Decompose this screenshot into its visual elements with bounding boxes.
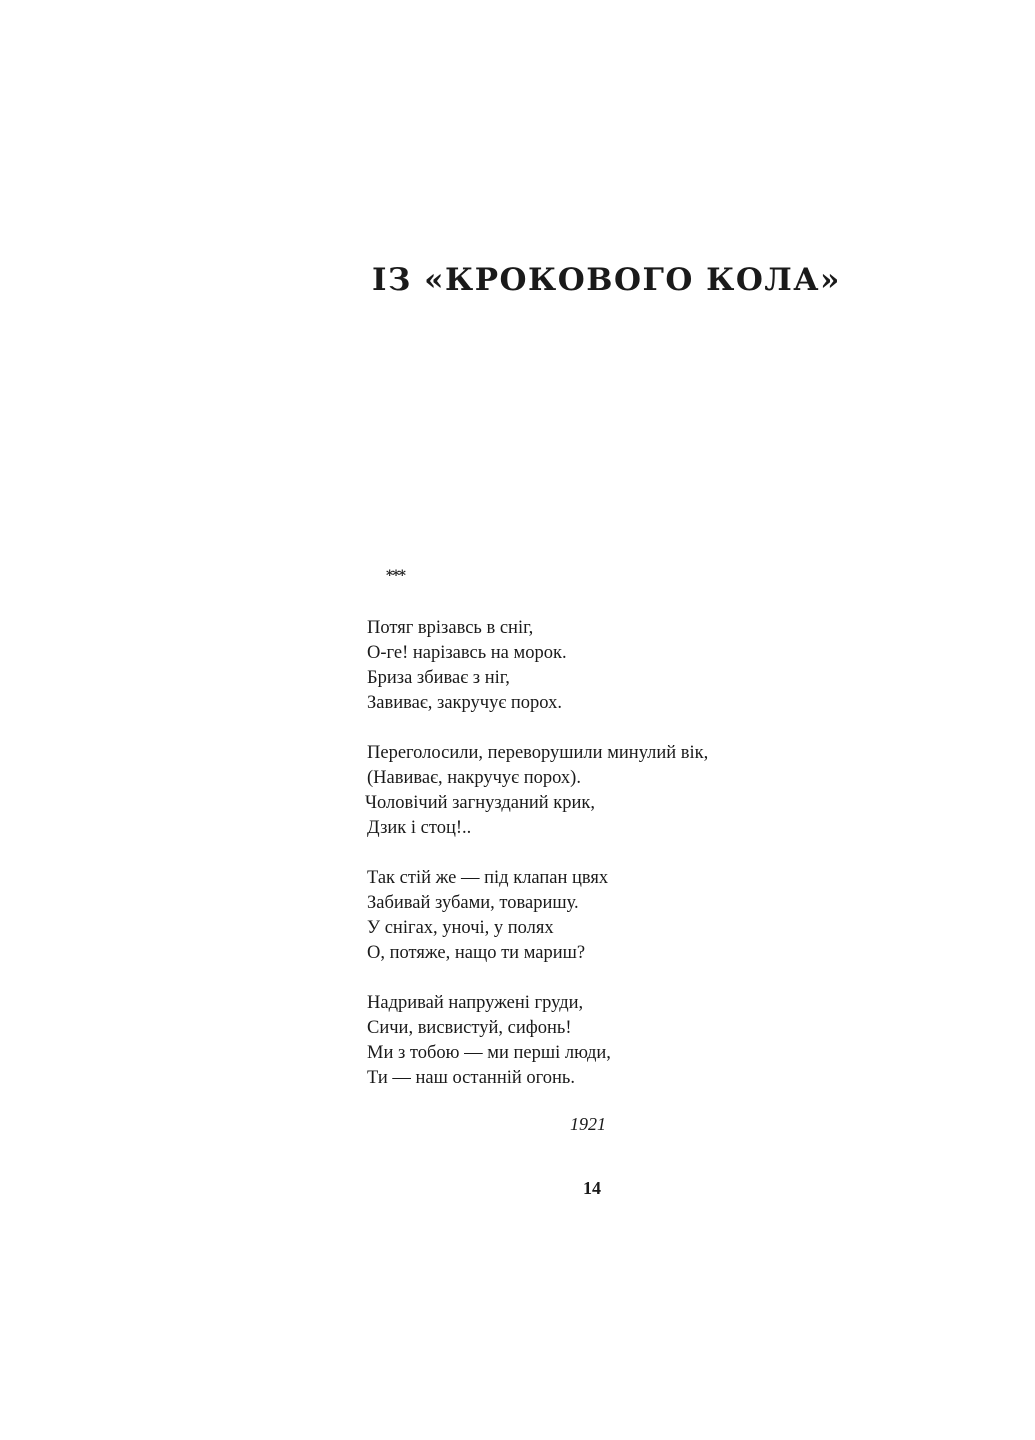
- page-number: 14: [583, 1178, 601, 1198]
- poem-line: Переголосили, переворушили минулий вік,: [367, 743, 709, 763]
- section-title: ІЗ «КРОКОВОГО КОЛА»: [372, 262, 841, 298]
- poem-line: Так стій же — під клапан цвях: [367, 868, 609, 888]
- poem-line: Чоловічий загнузданий крик,: [365, 793, 596, 813]
- poem-line: Надривай напружені груди,: [367, 993, 584, 1013]
- stanza: [367, 866, 708, 966]
- stanza: [367, 741, 708, 841]
- poem-line: (Навиває, накручує порох).: [367, 768, 581, 788]
- poem-date: 1921: [570, 1114, 606, 1134]
- poem-line: О-ге! нарізавсь на морок.: [367, 643, 567, 663]
- poem-line: Ми з тобою — ми перші люди,: [367, 1043, 611, 1063]
- poem-line: Ти — наш останній огонь.: [367, 1068, 575, 1088]
- poem-line: Забивай зубами, товаришу.: [367, 893, 579, 913]
- poem-line: Бриза збиває з ніг,: [367, 668, 510, 688]
- poem-separator: ***: [386, 568, 405, 584]
- stanza: [367, 991, 708, 1091]
- stanza: [367, 616, 708, 716]
- poem: [367, 616, 708, 1116]
- poem-line: Потяг врізавсь в сніг,: [367, 618, 534, 638]
- poem-line: У снігах, уночі, у полях: [367, 918, 554, 938]
- poem-line: О, потяже, нащо ти мариш?: [367, 943, 586, 963]
- poem-line: Дзик і стоц!..: [367, 818, 472, 838]
- poem-line: Сичи, висвистуй, сифонь!: [367, 1018, 572, 1038]
- poem-line: Завиває, закручує порох.: [367, 693, 562, 713]
